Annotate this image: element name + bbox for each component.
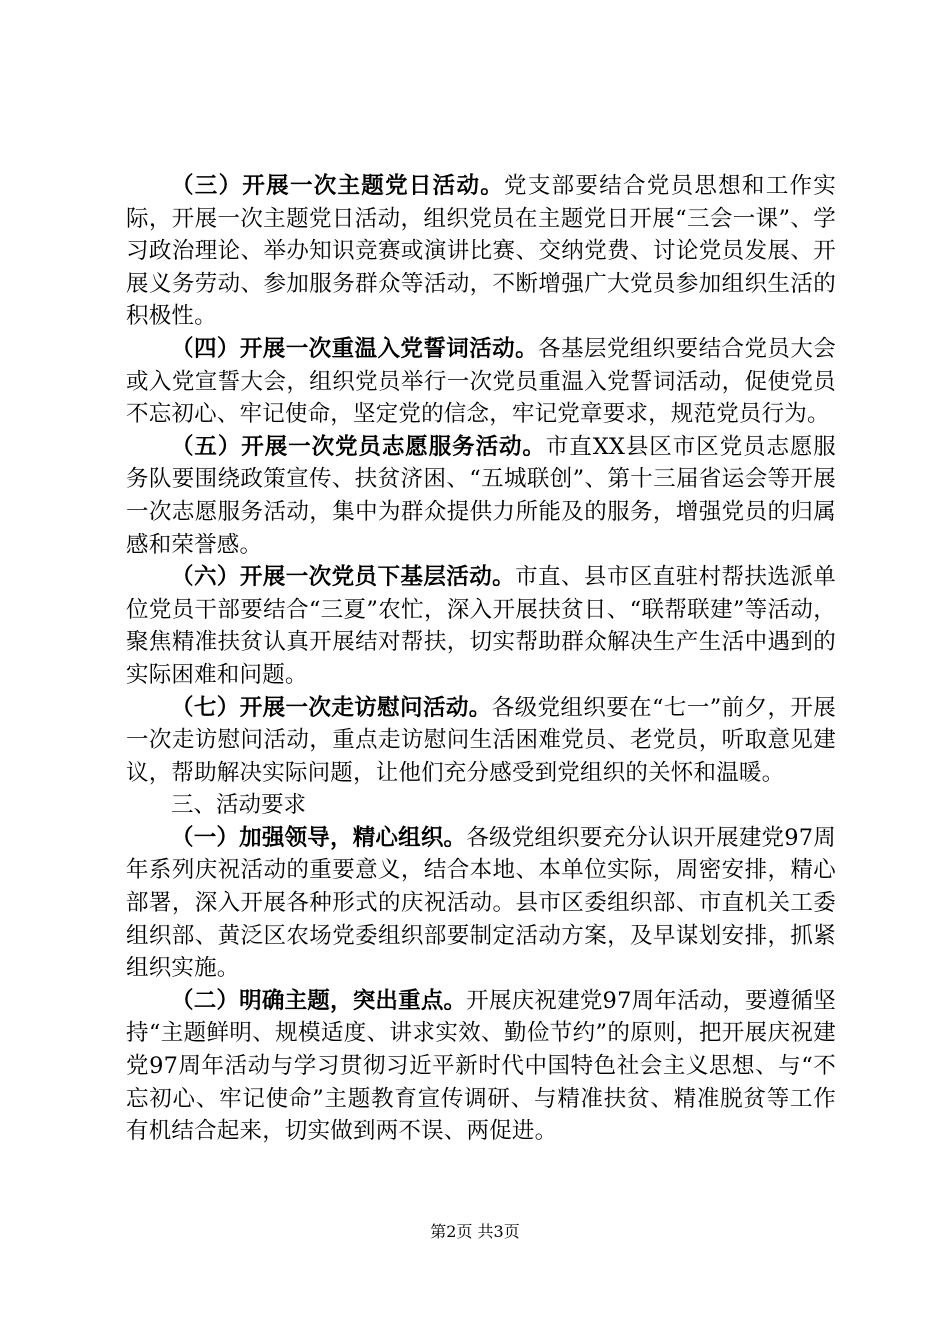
paragraph-requirement-2 [126, 985, 836, 1148]
document-body [126, 170, 836, 1148]
paragraph-text: 开展庆祝建党97周年活动，要遵循坚持“主题鲜明、规模适度、讲求实效、勤俭节约”的原则，把开展庆祝建党97周年活动与学习贯彻习近平新时代中国特色社会主义思想、与“不忘初心、牢记使命”主题教育宣传调研、与精准扶贫、精准脱贫等工作有机结合起来，切实做到两不误、两促进。 [126, 987, 837, 1145]
paragraph-text: 各级党组织要充分认识开展建党97周年系列庆祝活动的重要意义，结合本地、本单位实际，周密安排，精心部署，深入开展各种形式的庆祝活动。县市区委组织部、市直机关工委组织部、黄泛区农场党委组织部要制定活动方案，及早谋划安排，抓紧组织实施。 [126, 824, 837, 982]
paragraph-lead: （七）开展一次走访慰问活动。 [171, 694, 492, 721]
page-number: 第2页 共3页 [430, 1222, 520, 1241]
paragraph-text: 市直XX县区市区党员志愿服务队要围绕政策宣传、扶贫济困、“五城联创”、第十三届省运会等开展一次志愿服务活动，集中为群众提供力所能及的服务，增强党员的归属感和荣誉感。 [126, 433, 837, 558]
page-footer [0, 1219, 950, 1242]
paragraph-text: 各级党组织要在“七一”前夕，开展一次走访慰问活动，重点走访慰问生活困难党员、老党员，听取意见建议，帮助解决实际问题，让他们充分感受到党组织的关怀和温暖。 [126, 694, 836, 786]
paragraph-text: 各基层党组织要结合党员大会或入党宣誓大会，组织党员举行一次党员重温入党誓词活动，促使党员不忘初心、牢记使命，坚定党的信念，牢记党章要求，规范党员行为。 [126, 335, 836, 428]
paragraph-lead: （一）加强领导，精心组织。 [171, 824, 467, 851]
paragraph-lead: （二）明确主题，突出重点。 [171, 987, 467, 1014]
paragraph-activity-3 [126, 170, 836, 333]
paragraph-lead: （三）开展一次主题党日活动。 [171, 173, 505, 199]
paragraph-text: 市直、县市区直驻村帮扶选派单位党员干部要结合“三夏”农忙，深入开展扶贫日、“联帮联建”等活动，聚焦精准扶贫认真开展结对帮扶，切实帮助群众解决生产生活中遇到的实际困难和问题。 [126, 564, 836, 688]
paragraph-activity-6 [126, 561, 836, 691]
paragraph-lead: （六）开展一次党员下基层活动。 [171, 564, 516, 591]
paragraph-activity-7 [126, 692, 836, 790]
paragraph-activity-5 [126, 431, 836, 561]
section-heading: 三、活动要求 [171, 792, 307, 819]
paragraph-text: 党支部要结合党员思想和工作实际，开展一次主题党日活动，组织党员在主题党日开展“三会一课”、学习政治理论、举办知识竞赛或演讲比赛、交纳党费、讨论党员发展、开展义务劳动、参加服务群众等活动，不断增强广大党员参加组织生活的积极性。 [126, 173, 836, 330]
paragraph-activity-4 [126, 333, 836, 431]
paragraph-lead: （五）开展一次党员志愿服务活动。 [171, 433, 546, 460]
paragraph-requirement-1 [126, 822, 836, 985]
paragraph-lead: （四）开展一次重温入党誓词活动。 [171, 335, 539, 362]
